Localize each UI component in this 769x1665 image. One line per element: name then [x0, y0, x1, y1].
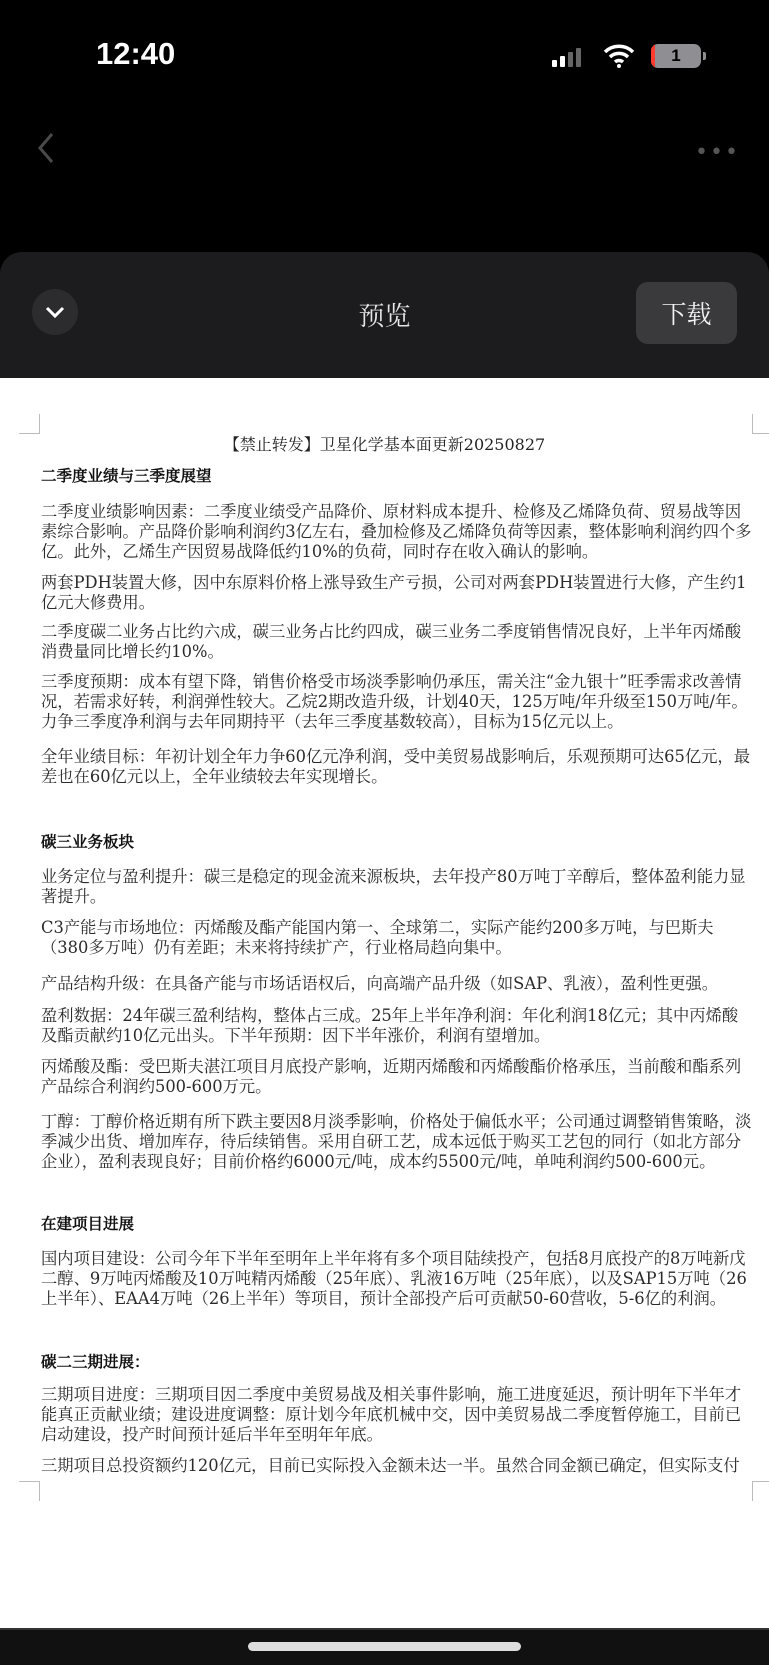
section-heading: 碳二三期进展：	[41, 1353, 150, 1371]
document-title: 【禁止转发】卫星化学基本面更新20250827	[223, 435, 546, 454]
crop-mark	[752, 1481, 769, 1501]
paragraph: 盈利数据：24年碳三盈利结构，整体占三成。25年上半年净利润：年化利润18亿元；其中丙烯酸及酯贡献约10亿元出头。下半年预期：因下半年涨价，利润有望增加。	[41, 1006, 739, 1046]
paragraph: 丁醇：丁醇价格近期有所下跌主要因8月淡季影响，价格处于偏低水平；公司通过调整销售策略，淡季减少出货、增加库存，待后续销售。采用自研工艺，成本远低于购买工艺包的同行（如北方部分企业），盈利表现良好；目前价格约6000元/吨，成本约5500元/吨，单吨利润约500-600元。	[41, 1112, 752, 1172]
paragraph: C3产能与市场地位：丙烯酸及酯产能国内第一、全球第二，实际产能约200多万吨，与巴斯夫（380多万吨）仍有差距；未来将持续扩产，行业格局趋向集中。	[41, 918, 714, 958]
section-heading: 碳三业务板块	[41, 833, 135, 851]
paragraph: 国内项目建设：公司今年下半年至明年上半年将有多个项目陆续投产，包括8月底投产的8万吨新戊二醇、9万吨丙烯酸及10万吨精丙烯酸（25年底）、乳液16万吨（25年底），以及SAP15万吨（26上半年）、EAA4万吨（26上半年）等项目，预计全部投产后可贡献50-60营收，5-6亿的利润。	[41, 1249, 747, 1309]
crop-mark	[19, 414, 40, 434]
more-options-icon[interactable]: •••	[695, 140, 740, 165]
sheet-title: 预览	[358, 302, 411, 332]
back-chevron-icon[interactable]	[32, 130, 62, 166]
wifi-icon	[603, 44, 635, 68]
paragraph: 三期项目总投资额约120亿元，目前已实际投入金额未达一半。虽然合同金额已确定，但实际支付	[41, 1456, 740, 1475]
paragraph: 二季度业绩影响因素：二季度业绩受产品降价、原材料成本提升、检修及乙烯降负荷、贸易战等因素综合影响。产品降价影响利润约3亿左右，叠加检修及乙烯降负荷等因素，整体影响利润约四个多亿。此外，乙烯生产因贸易战降低约10%的负荷，同时存在收入确认的影响。	[41, 502, 752, 562]
paragraph: 业务定位与盈利提升：碳三是稳定的现金流来源板块，去年投产80万吨丁辛醇后，整体盈利能力显著提升。	[41, 867, 746, 907]
home-indicator[interactable]	[248, 1642, 521, 1651]
battery-icon: 1	[651, 44, 701, 68]
paragraph: 三期项目进度：三期项目因二季度中美贸易战及相关事件影响，施工进度延迟，预计明年下半年才能真正贡献业绩；建设进度调整：原计划今年底机械中交，因中美贸易战二季度暂停施工，目前已启动建设，投产时间预计延后半年至明年年底。	[41, 1385, 742, 1445]
section-heading: 在建项目进展	[41, 1215, 135, 1233]
section-heading: 二季度业绩与三季度展望	[41, 467, 212, 485]
cellular-signal-icon	[552, 48, 581, 67]
crop-mark	[752, 414, 769, 434]
paragraph: 二季度碳二业务占比约六成，碳三业务占比约四成，碳三业务二季度销售情况良好，上半年丙烯酸消费量同比增长约10%。	[41, 622, 742, 662]
battery-cap	[703, 52, 706, 60]
paragraph: 产品结构升级：在具备产能与市场话语权后，向高端产品升级（如SAP、乳液），盈利性更强。	[41, 974, 718, 993]
paragraph: 两套PDH装置大修，因中东原料价格上涨导致生产亏损，公司对两套PDH装置进行大修，产生约1亿元大修费用。	[41, 573, 747, 613]
status-time: 12:40	[96, 36, 176, 71]
paragraph: 丙烯酸及酯：受巴斯夫湛江项目月底投产影响，近期丙烯酸和丙烯酸酯价格承压，当前酸和酯系列产品综合利润约500-600万元。	[41, 1057, 742, 1097]
paragraph: 三季度预期：成本有望下降，销售价格受市场淡季影响仍承压，需关注“金九银十”旺季需求改善情况，若需求好转，利润弹性较大。乙烷2期改造升级，计划40天，125万吨/年升级至150万吨/年。力争三季度净利润与去年同期持平（去年三季度基数较高），目标为15亿元以上。	[41, 672, 748, 732]
paragraph: 全年业绩目标：年初计划全年力争60亿元净利润，受中美贸易战影响后，乐观预期可达65亿元，最差也在60亿元以上，全年业绩较去年实现增长。	[41, 747, 750, 787]
download-button[interactable]: 下载	[636, 282, 737, 344]
preview-sheet-header	[0, 252, 769, 382]
crop-mark	[19, 1481, 40, 1501]
